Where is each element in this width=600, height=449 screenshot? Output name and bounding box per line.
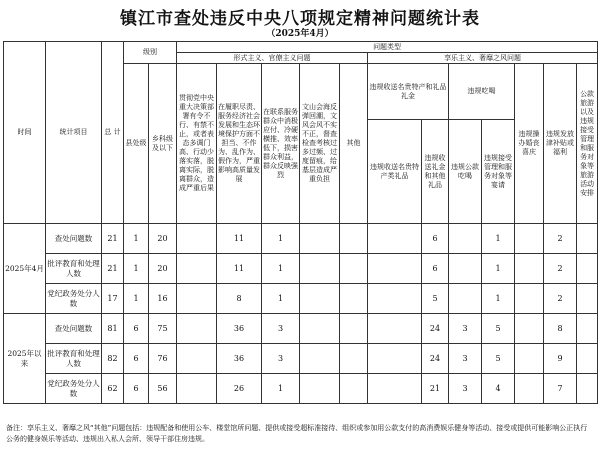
table-row	[4, 254, 598, 284]
hedonism-1-cell	[515, 224, 544, 254]
banquet-2-cell: 21	[422, 374, 449, 404]
statistics-table	[3, 41, 598, 404]
township-cell: 75	[149, 314, 177, 344]
formalism-2-cell: 8	[217, 284, 262, 314]
hedonism-3-cell	[577, 254, 598, 284]
eat-2-cell: 1	[482, 254, 515, 284]
footnote: 备注：享乐主义、奢靡之风“其他”问题包括：违规配备和使用公车、楼堂馆所问题、提供或接受超标准接待、组织或参加用公款支付的高消费娱乐健身等活动、接受或提供可能影响公正执行公务的健身娱乐等活动、违规出入私人会所、领导干部住房违规。	[6, 424, 588, 443]
table-row	[4, 344, 598, 374]
formalism-2-cell: 36	[217, 344, 262, 374]
header-banquet-sub-1: 违规收送名贵特产类礼品	[368, 120, 422, 224]
item-cell: 批评教育和处理人数	[46, 254, 102, 284]
formalism-2-cell: 11	[217, 254, 262, 284]
formalism-4-cell	[300, 314, 340, 344]
hedonism-2-cell: 2	[544, 224, 577, 254]
header-level: 级别	[124, 42, 177, 64]
eat-2-cell: 1	[482, 224, 515, 254]
formalism-2-cell: 26	[217, 374, 262, 404]
period-cell: 2025年以来	[4, 314, 46, 404]
county-cell: 6	[124, 314, 149, 344]
formalism-1-cell	[177, 374, 217, 404]
header-eat-sub-1: 违规公款吃喝	[449, 120, 482, 224]
formalism-4-cell	[300, 224, 340, 254]
eat-1-cell	[449, 254, 482, 284]
total-cell: 82	[102, 344, 124, 374]
county-cell: 1	[124, 224, 149, 254]
hedonism-2-cell: 9	[544, 344, 577, 374]
total-cell: 62	[102, 374, 124, 404]
formalism-5-cell	[340, 314, 368, 344]
total-cell: 21	[102, 224, 124, 254]
header-stat-item: 统计项目	[46, 42, 102, 224]
township-cell: 16	[149, 284, 177, 314]
eat-2-cell: 1	[482, 284, 515, 314]
formalism-2-cell: 11	[217, 224, 262, 254]
table-row	[4, 284, 598, 314]
period-cell: 2025年4月	[4, 224, 46, 314]
total-cell: 81	[102, 314, 124, 344]
banquet-1-cell	[368, 254, 422, 284]
formalism-4-cell	[300, 344, 340, 374]
table-row	[4, 374, 598, 404]
banquet-1-cell	[368, 374, 422, 404]
formalism-3-cell: 3	[262, 344, 300, 374]
hedonism-3-cell	[577, 344, 598, 374]
formalism-1-cell	[177, 284, 217, 314]
header-eat-group: 违规吃喝	[449, 64, 515, 120]
total-cell: 21	[102, 254, 124, 284]
header-hedonism-col-3: 公款旅游以及违规接受管理和服务对象等旅游活动安排	[577, 64, 598, 224]
eat-1-cell: 3	[449, 374, 482, 404]
county-cell: 6	[124, 374, 149, 404]
hedonism-2-cell: 7	[544, 374, 577, 404]
formalism-4-cell	[300, 254, 340, 284]
header-level-township: 乡科级及以下	[149, 64, 177, 224]
formalism-2-cell: 36	[217, 314, 262, 344]
header-formalism-col-5: 其他	[340, 64, 368, 224]
formalism-4-cell	[300, 374, 340, 404]
eat-1-cell	[449, 284, 482, 314]
hedonism-1-cell	[515, 314, 544, 344]
hedonism-3-cell	[577, 314, 598, 344]
formalism-3-cell: 1	[262, 224, 300, 254]
formalism-5-cell	[340, 254, 368, 284]
banquet-2-cell: 24	[422, 344, 449, 374]
item-cell: 查处问题数	[46, 224, 102, 254]
banquet-1-cell	[368, 314, 422, 344]
formalism-3-cell: 1	[262, 284, 300, 314]
formalism-5-cell	[340, 224, 368, 254]
header-hedonism-col-2: 违规发放津补贴或福利	[544, 64, 577, 224]
township-cell: 56	[149, 374, 177, 404]
item-cell: 批评教育和处理人数	[46, 344, 102, 374]
item-cell: 党纪政务处分人数	[46, 374, 102, 404]
formalism-1-cell	[177, 254, 217, 284]
header-formalism-col-3: 在联系服务群众中消极应付、冷硬横推、效率低下，损害群众利益，群众反映强烈	[262, 64, 300, 224]
header-formalism-col-1: 贯彻党中央重大决策部署有令不行、有禁不止，或者表态多调门高、行动少落实落，脱离实际，脱离群众，造成严重后果	[177, 64, 217, 224]
banquet-2-cell: 24	[422, 314, 449, 344]
township-cell: 20	[149, 254, 177, 284]
banquet-1-cell	[368, 344, 422, 374]
township-cell: 20	[149, 224, 177, 254]
eat-2-cell: 5	[482, 344, 515, 374]
hedonism-3-cell	[577, 224, 598, 254]
formalism-1-cell	[177, 314, 217, 344]
header-time: 时间	[4, 42, 46, 224]
table-row	[4, 314, 598, 344]
item-cell: 党纪政务处分人数	[46, 284, 102, 314]
hedonism-2-cell: 2	[544, 284, 577, 314]
eat-1-cell: 3	[449, 344, 482, 374]
banquet-2-cell: 6	[422, 224, 449, 254]
header-total: 总 计	[102, 42, 124, 224]
header-eat-sub-2: 违规接受管理和服务对象等宴请	[482, 120, 515, 224]
hedonism-2-cell: 8	[544, 314, 577, 344]
banquet-1-cell	[368, 284, 422, 314]
header-hedonism-col-1: 违规操办婚丧喜庆	[515, 64, 544, 224]
hedonism-1-cell	[515, 284, 544, 314]
hedonism-2-cell: 2	[544, 254, 577, 284]
header-formalism-col-2: 在履职尽责、服务经济社会发展和生态环境保护方面不担当、不作为、乱作为、假作为，严重影响高质量发展	[217, 64, 262, 224]
formalism-4-cell	[300, 284, 340, 314]
header-formalism-col-4: 文山会海反弹回潮，文风会风不实不正，督查检查考核过多过频、过度留痕，给基层造成严重负担	[300, 64, 340, 224]
formalism-5-cell	[340, 374, 368, 404]
table-row	[4, 224, 598, 254]
hedonism-1-cell	[515, 254, 544, 284]
eat-2-cell: 4	[482, 374, 515, 404]
eat-2-cell: 5	[482, 314, 515, 344]
formalism-1-cell	[177, 344, 217, 374]
county-cell: 6	[124, 344, 149, 374]
page-title: 镇江市查处违反中央八项规定精神问题统计表	[120, 9, 480, 29]
hedonism-3-cell	[577, 374, 598, 404]
hedonism-3-cell	[577, 284, 598, 314]
total-cell: 17	[102, 284, 124, 314]
formalism-1-cell	[177, 224, 217, 254]
header-problem-type: 问题类型	[177, 42, 598, 53]
header-level-county: 县处级	[124, 64, 149, 224]
item-cell: 查处问题数	[46, 314, 102, 344]
page-subtitle: （2025年4月）	[266, 29, 334, 39]
formalism-5-cell	[340, 344, 368, 374]
header-formalism-group: 形式主义、官僚主义问题	[177, 53, 368, 64]
header-banquet-group: 违规收送名贵特产和礼品礼金	[368, 64, 449, 120]
county-cell: 1	[124, 284, 149, 314]
township-cell: 76	[149, 344, 177, 374]
hedonism-1-cell	[515, 344, 544, 374]
formalism-3-cell: 3	[262, 314, 300, 344]
formalism-5-cell	[340, 284, 368, 314]
eat-1-cell: 3	[449, 314, 482, 344]
banquet-1-cell	[368, 224, 422, 254]
banquet-2-cell: 5	[422, 284, 449, 314]
county-cell: 1	[124, 254, 149, 284]
header-hedonism-group: 享乐主义、奢靡之风问题	[368, 53, 598, 64]
banquet-2-cell: 6	[422, 254, 449, 284]
hedonism-1-cell	[515, 374, 544, 404]
formalism-3-cell: 1	[262, 254, 300, 284]
eat-1-cell	[449, 224, 482, 254]
formalism-3-cell: 1	[262, 374, 300, 404]
header-banquet-sub-2: 违规收送礼金和其他礼品	[422, 120, 449, 224]
